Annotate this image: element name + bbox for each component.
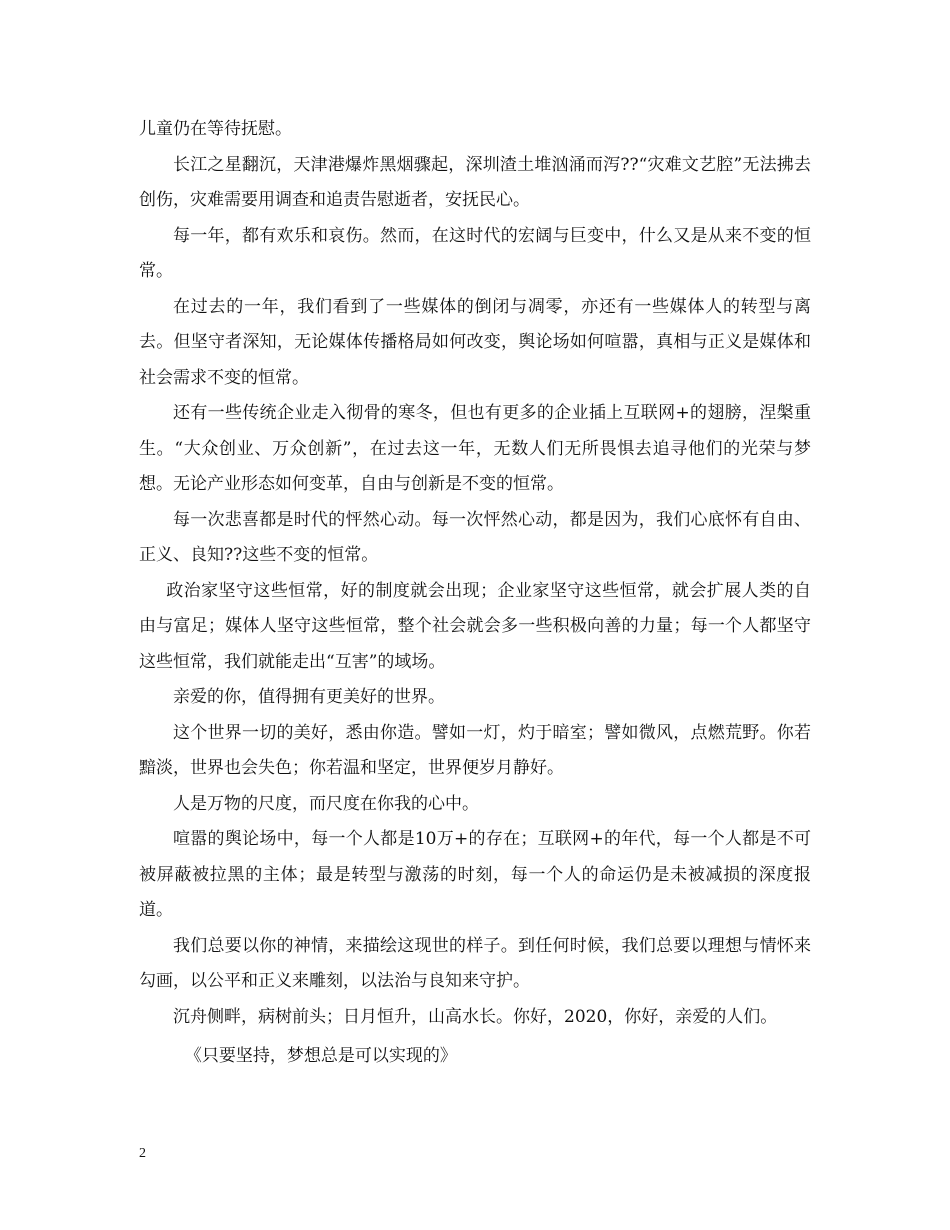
paragraph: 每一次悲喜都是时代的怦然心动。每一次怦然心动，都是因为，我们心底怀有自由、正义、良知??这些不变的恒常。 xyxy=(139,509,811,565)
paragraph: 喧嚣的舆论场中，每一个人都是10万+的存在；互联网+的年代，每一个人都是不可被屏蔽被拉黑的主体；最是转型与激荡的时刻，每一个人的命运仍是未被减损的深度报道。 xyxy=(139,829,811,920)
paragraph: 每一年，都有欢乐和哀伤。然而，在这时代的宏阔与巨变中，什么又是从来不变的恒常。 xyxy=(139,225,811,281)
paragraph: 这个世界一切的美好，悉由你造。譬如一灯，灼于暗室；譬如微风，点燃荒野。你若黯淡，世界也会失色；你若温和坚定，世界便岁月静好。 xyxy=(139,722,811,778)
page-number: 2 xyxy=(139,1146,146,1161)
article-title-line: 《只要坚持，梦想总是可以实现的》 xyxy=(184,1046,457,1066)
paragraph: 在过去的一年，我们看到了一些媒体的倒闭与凋零，亦还有一些媒体人的转型与离去。但坚守者深知，无论媒体传播格局如何改变，舆论场如何喧嚣，真相与正义是媒体和社会需求不变的恒常。 xyxy=(139,296,811,388)
paragraph: 还有一些传统企业走入彻骨的寒冬，但也有更多的企业插上互联网+的翅膀，涅槃重生。“大众创业、万众创新”，在过去这一年，无数人们无所畏惧去追寻他们的光荣与梦想。无论产业形态如何变革，自由与创新是不变的恒常。 xyxy=(139,403,811,494)
document-body xyxy=(139,112,811,1075)
paragraph: 人是万物的尺度，而尺度在你我的心中。 xyxy=(173,793,479,814)
paragraph: 亲爱的你，值得拥有更美好的世界。 xyxy=(173,687,445,707)
paragraph: 我们总要以你的神情，来描绘这现世的样子。到任何时候，我们总要以理想与情怀来勾画，以公平和正义来雕刻，以法治与良知来守护。 xyxy=(139,935,811,991)
paragraph: 沉舟侧畔，病树前头；日月恒升，山高水长。你好，2020，你好，亲爱的人们。 xyxy=(173,1006,778,1027)
paragraph: 政治家坚守这些恒常，好的制度就会出现；企业家坚守这些恒常，就会扩展人类的自由与富足；媒体人坚守这些恒常，整个社会就会多一些积极向善的力量；每一个人都坚守这些恒常，我们就能走出“互害”的域场。 xyxy=(139,580,811,672)
paragraph: 长江之星翻沉，天津港爆炸黑烟骤起，深圳渣土堆汹涌而泻??“灾难文艺腔”无法拂去创伤，灾难需要用调查和追责告慰逝者，安抚民心。 xyxy=(139,154,811,210)
paragraph: 儿童仍在等待抚慰。 xyxy=(139,119,292,139)
